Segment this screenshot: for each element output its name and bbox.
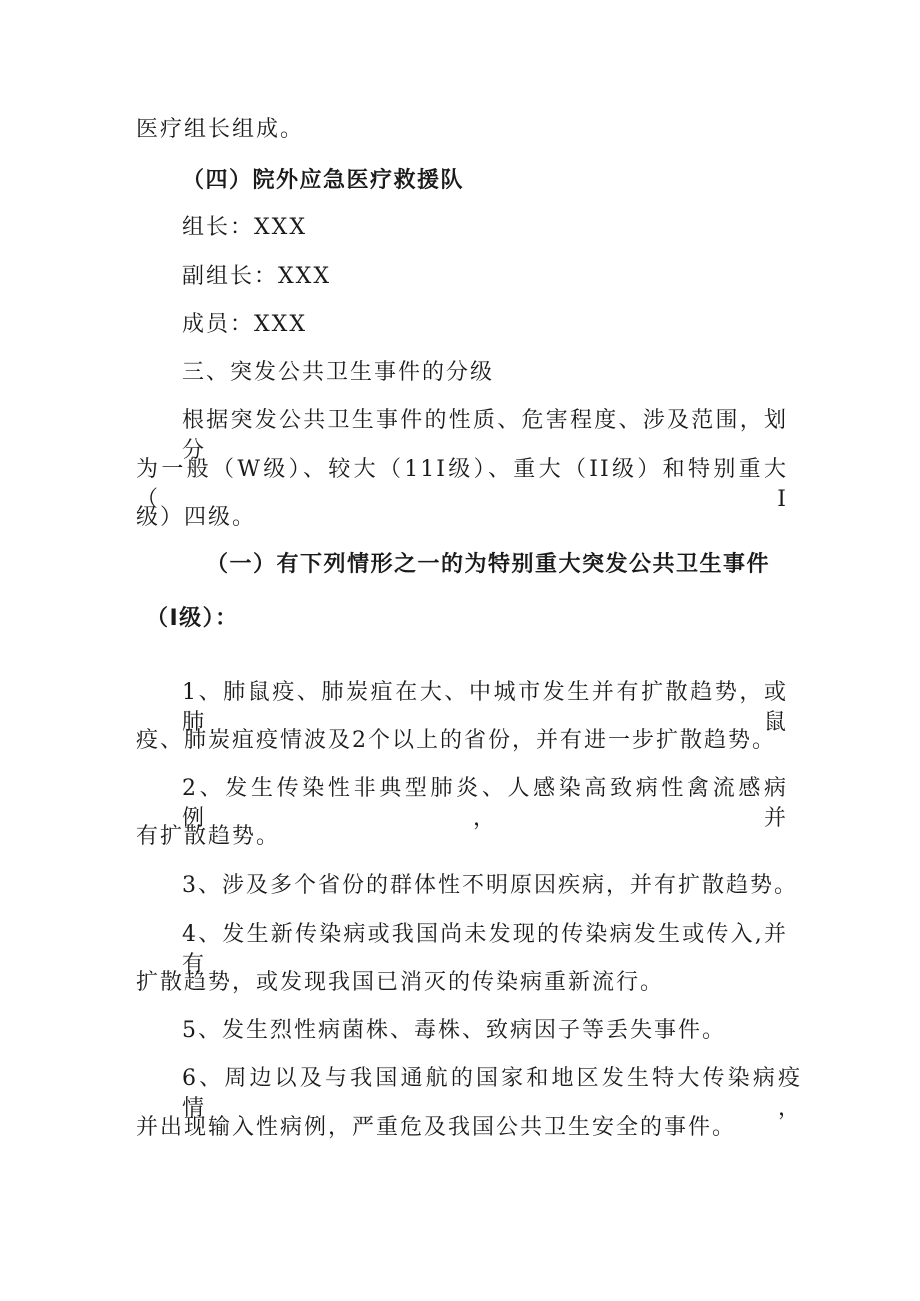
list-item-continued: 并出现输入性病例，严重危及我国公共卫生安全的事件。 — [136, 1115, 737, 1140]
subsection-heading: （四）院外应急医疗救援队 — [182, 168, 465, 193]
list-item: 6、周边以及与我国通航的国家和地区发生特大传染病疫情， — [182, 1066, 802, 1121]
text-line: 医疗组长组成。 — [136, 117, 305, 142]
list-item: 3、涉及多个省份的群体性不明原因疾病，并有扩散趋势。 — [182, 873, 798, 898]
text-line: 组长：XXX — [182, 215, 307, 240]
list-item-continued: 有扩散趋势。 — [136, 824, 281, 849]
subsection-heading-continued: （I级）： — [146, 606, 239, 631]
text-line: 根据突发公共卫生事件的性质、危害程度、涉及范围，划分 — [182, 408, 788, 463]
text-line: 成员：XXX — [182, 312, 307, 337]
subsection-heading: （一）有下列情形之一的为特别重大突发公共卫生事件 — [206, 552, 771, 577]
list-item: 2、发生传染性非典型肺炎、人感染高致病性禽流感病例，并 — [182, 776, 788, 831]
text-line: 级）四级。 — [136, 505, 257, 530]
text-line: 为一般（W级）、较大（11I级）、重大（II级）和特别重大（I — [136, 457, 788, 512]
list-item-continued: 扩散趋势，或发现我国已消灭的传染病重新流行。 — [136, 970, 665, 995]
section-heading: 三、突发公共卫生事件的分级 — [182, 360, 495, 385]
list-item: 1、肺鼠疫、肺炭疽在大、中城市发生并有扩散趋势，或肺鼠 — [182, 680, 788, 735]
list-item: 5、发生烈性病菌株、毒株、致病因子等丢失事件。 — [182, 1018, 726, 1043]
list-item: 4、发生新传染病或我国尚未发现的传染病发生或传入,并有 — [182, 922, 788, 977]
text-line: 副组长：XXX — [182, 264, 331, 289]
list-item-continued: 疫、肺炭疽疫情波及2个以上的省份，并有进一步扩散趋势。 — [136, 728, 776, 753]
